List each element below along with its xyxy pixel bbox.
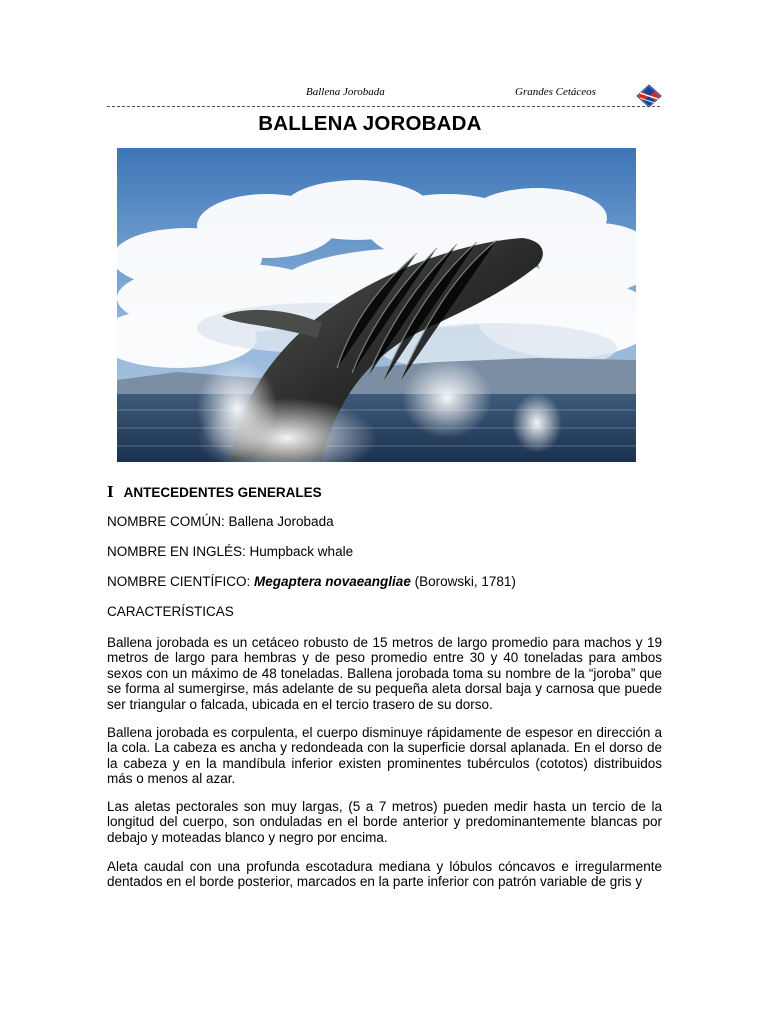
body-paragraph: Las aletas pectorales son muy largas, (5 a 7 metros) pueden medir hasta un tercio de la longitud del cuerpo, son onduladas en el borde anterior y predominantemente blancas por debajo y moteadas blanco y negro por encima. — [107, 799, 662, 845]
section-heading — [107, 482, 322, 502]
section-number: I — [107, 482, 114, 501]
header-right-text: Grandes Cetáceos — [515, 86, 596, 98]
header-divider — [107, 106, 660, 107]
section-title: ANTECEDENTES GENERALES — [123, 485, 322, 500]
body-paragraph: Ballena jorobada es corpulenta, el cuerpo disminuye rápidamente de espesor en dirección a la cola. La cabeza es ancha y redondeada con la superficie dorsal aplanada. En el dorso de la cabeza y en la mandíbula inferior existen prominentes tubérculos (cototos) distribuidos más o menos al azar. — [107, 725, 662, 787]
body-paragraph: Aleta caudal con una profunda escotadura mediana y lóbulos cóncavos e irregularmente dentados en el borde posterior, marcados en la parte inferior con patrón variable de gris y — [107, 859, 662, 890]
header-left-text: Ballena Jorobada — [306, 86, 385, 98]
page-title: BALLENA JOROBADA — [258, 112, 482, 135]
scientific-name-author: (Borowski, 1781) — [410, 574, 516, 589]
scientific-name-label: NOMBRE CIENTÍFICO: — [107, 574, 255, 589]
institution-logo-icon — [636, 84, 662, 108]
common-name-field: NOMBRE COMÚN: Ballena Jorobada — [107, 514, 334, 529]
english-name-field: NOMBRE EN INGLÉS: Humpback whale — [107, 544, 354, 559]
scientific-name-field — [107, 574, 516, 589]
characteristics-heading: CARACTERÍSTICAS — [107, 604, 234, 619]
humpback-whale-photo — [117, 148, 636, 462]
scientific-name-value: Megaptera novaeangliae — [254, 574, 411, 589]
body-paragraph: Ballena jorobada es un cetáceo robusto de 15 metros de largo promedio para machos y 19 metros de largo para hembras y de peso promedio entre 30 y 40 toneladas para ambos sexos con un máximo de 48 toneladas. Ballena jorobada toma su nombre de la “joroba” que se forma al sumergirse, más adelante de su pequeña aleta dorsal baja y carnosa que puede ser triangular o falcada, ubicada en el tercio trasero de su dorso. — [107, 635, 662, 712]
